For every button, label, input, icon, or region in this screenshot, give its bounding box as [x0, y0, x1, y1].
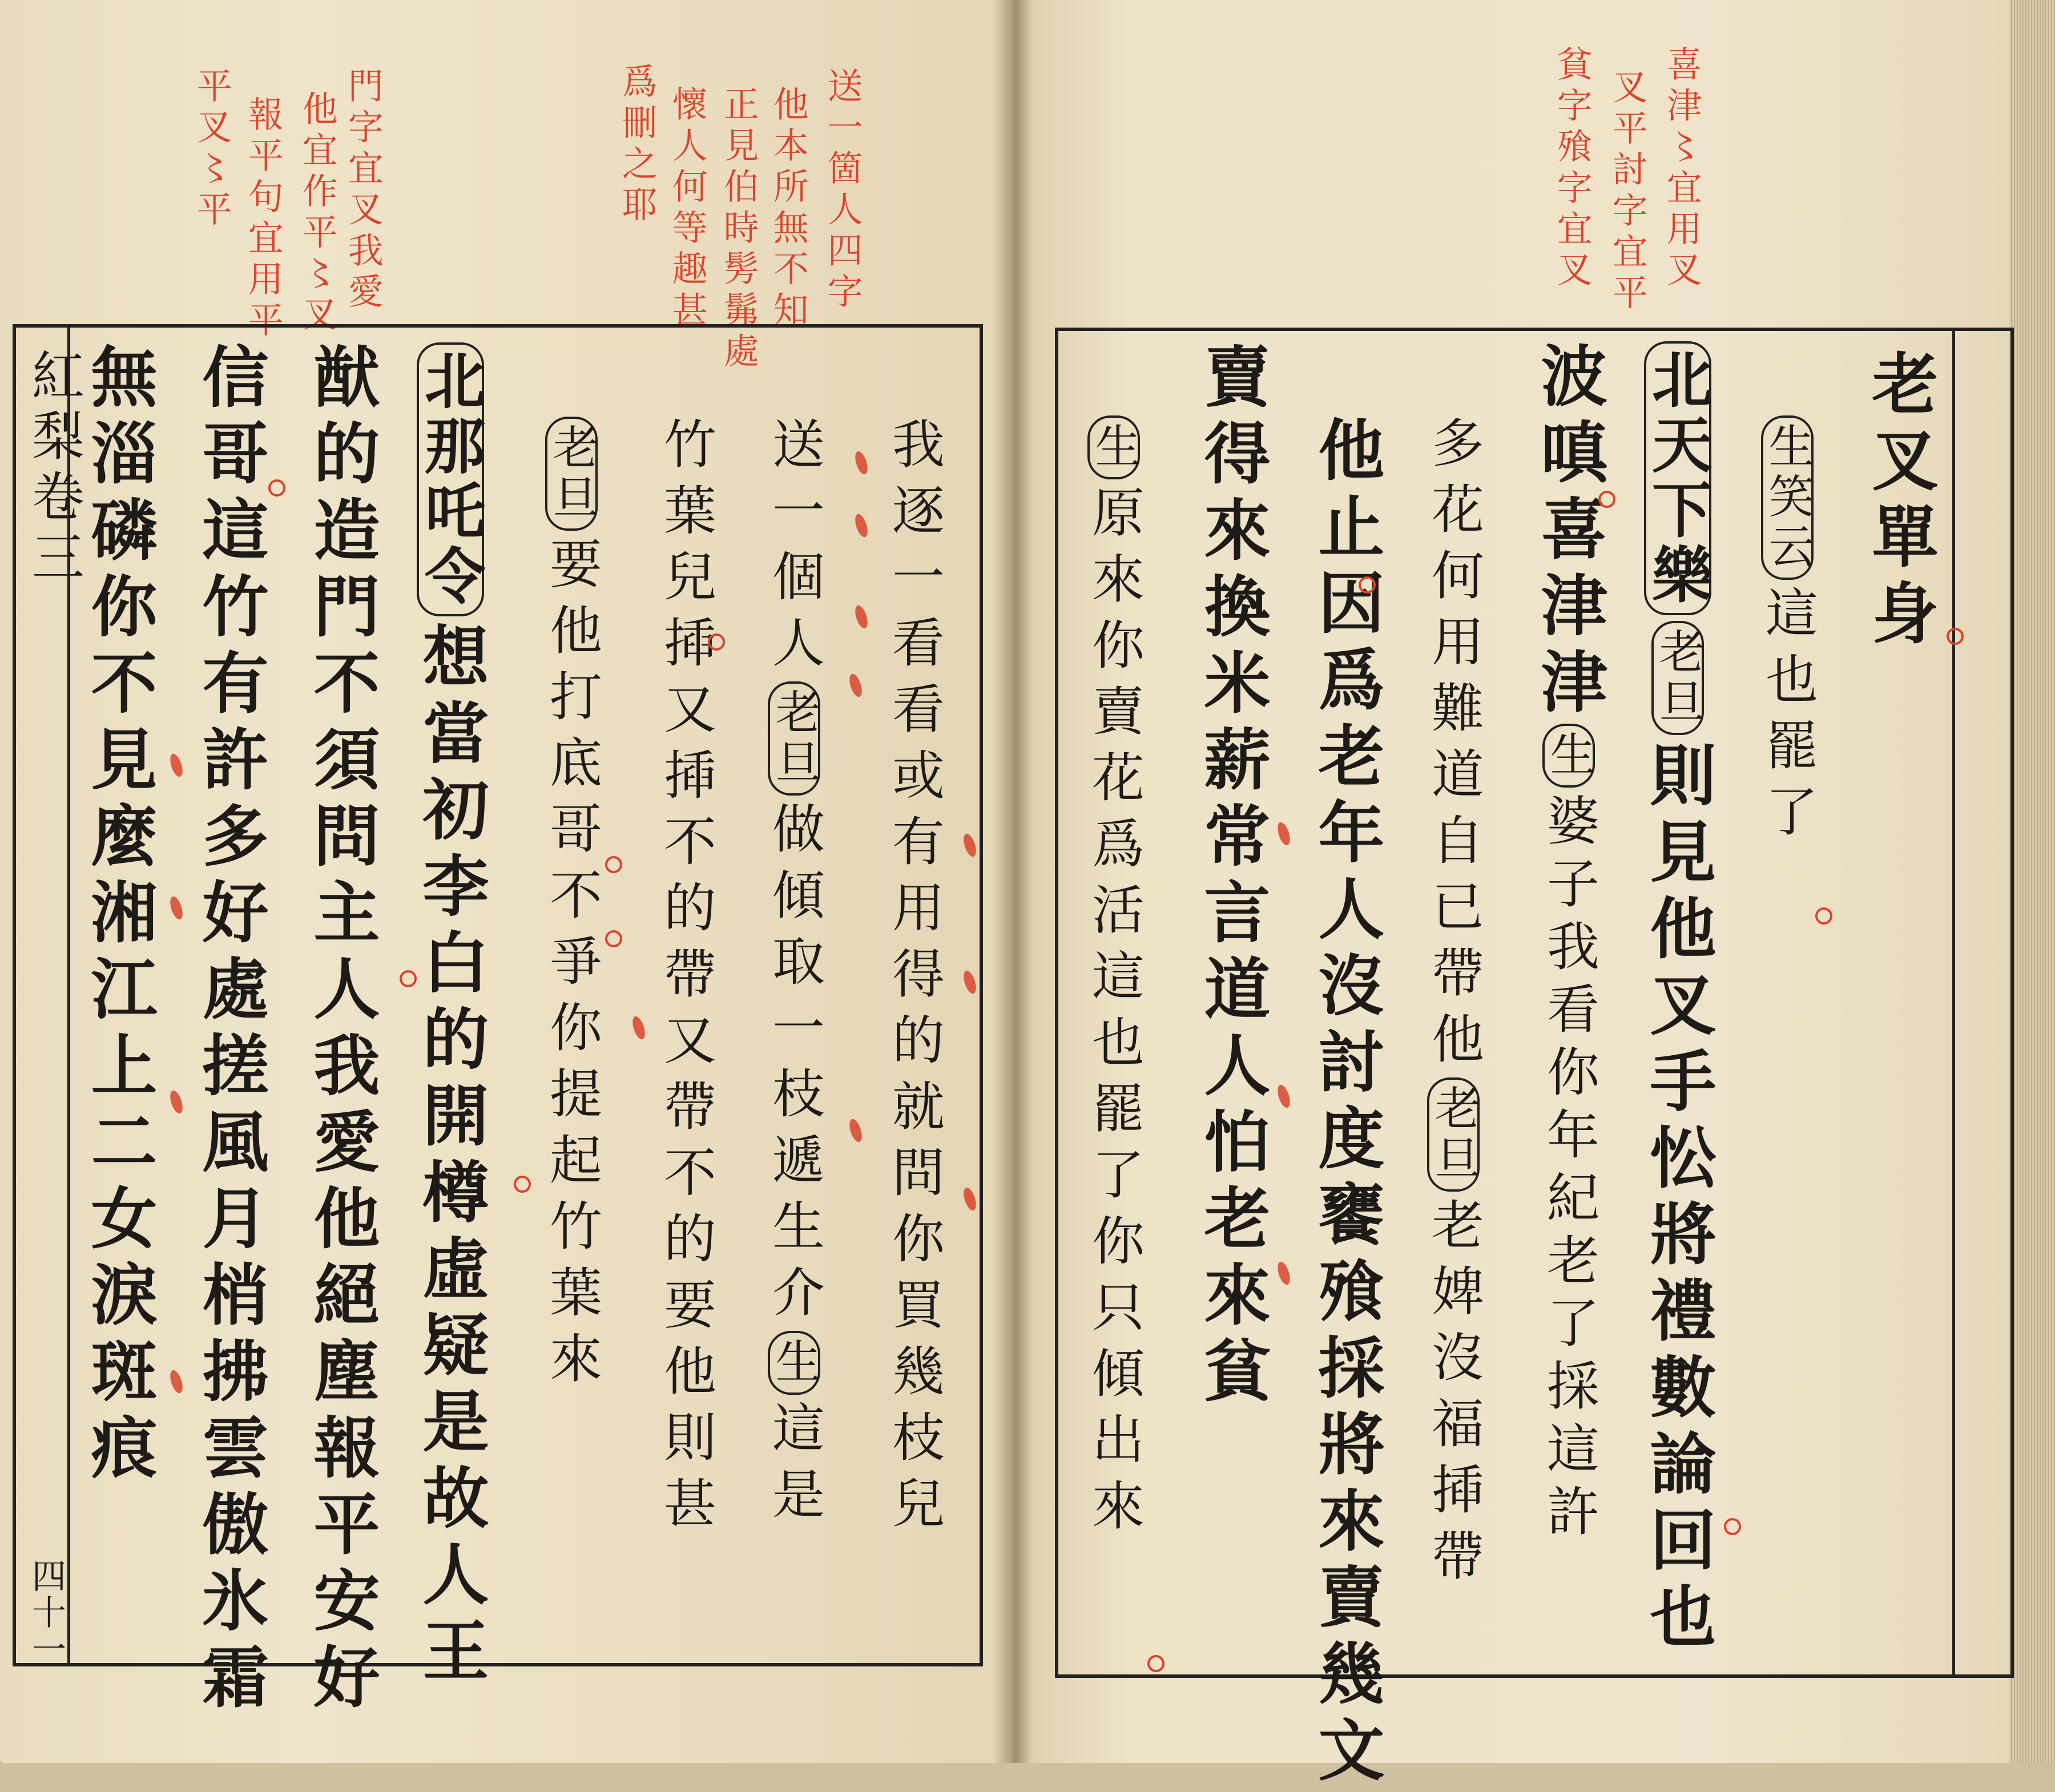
red-note: 爲刪之耶 — [616, 63, 658, 227]
line-text: 做傾取一枝遞生介 — [764, 801, 825, 1331]
left-text-frame — [13, 324, 983, 1666]
red-note: 叉平討字宜平 — [1606, 68, 1649, 315]
red-circle-mark — [1724, 1518, 1741, 1535]
text-column-7: 賣得來換米薪常言道人怕老來貧 — [1193, 342, 1271, 1413]
line-text: 這也罷了 — [1757, 586, 1818, 850]
red-note: 門字宜叉我愛 — [342, 67, 384, 314]
line-text: 要他打底哥不爭你提起竹葉來 — [541, 536, 602, 1397]
text-column-4 — [541, 417, 602, 1397]
line-text: 則見他叉手忪將禮數論回也 — [1639, 741, 1716, 1658]
role-marker: 生 — [1542, 724, 1595, 788]
red-circle-mark — [1598, 491, 1615, 508]
red-note: 報平句宜用平 — [242, 96, 284, 342]
role-marker: 老旦 — [545, 417, 598, 531]
red-note: 平叉〻平 — [191, 67, 233, 232]
line-text: 送一個人 — [764, 417, 825, 681]
text-column-5 — [1423, 415, 1484, 1595]
red-circle-mark — [1947, 628, 1964, 645]
red-note: 正見伯時髣髴處 — [718, 86, 760, 373]
text-column-2 — [1757, 415, 1818, 850]
role-marker: 生 — [1087, 415, 1140, 479]
red-note: 貧字飱字宜叉 — [1551, 46, 1593, 292]
text-column-8: 無淄磷你不見麼湘江上二女淚斑痕 — [80, 342, 158, 1490]
right-margin-rule — [1952, 328, 1955, 1674]
role-marker: 生 — [768, 1331, 820, 1395]
line-text: 老婢沒福揷帶 — [1423, 1197, 1484, 1595]
role-marker: 生笑云 — [1761, 415, 1814, 580]
line-text: 這是 — [764, 1400, 825, 1533]
line-text: 波嗔喜津津 — [1530, 341, 1607, 724]
folio-number: 四十一 — [26, 1558, 66, 1668]
red-circle-mark — [1147, 1655, 1164, 1672]
line-text: 多花何用難道自已帶他 — [1423, 415, 1484, 1077]
red-circle-mark — [605, 930, 622, 947]
role-marker: 老旦 — [1651, 621, 1704, 735]
red-circle-mark — [1815, 907, 1832, 925]
red-circle-mark — [400, 970, 417, 987]
line-text: 原來你賣花爲活這也罷了你只傾出來 — [1083, 485, 1145, 1544]
role-marker: 老旦 — [768, 681, 820, 796]
text-column-3 — [1639, 341, 1716, 1658]
text-column-6: 猷的造門不須問主人我愛他絕塵報平安好 — [303, 342, 380, 1719]
text-column-2 — [764, 417, 825, 1533]
text-column-4 — [1530, 341, 1607, 1547]
text-column-3: 竹葉兒揷又揷不的帶又帶不的要他則甚 — [655, 417, 716, 1542]
red-note: 他本所無不知 — [767, 86, 809, 332]
page-edges — [2009, 0, 2055, 1763]
red-circle-mark — [708, 633, 725, 651]
aria-title: 北天下樂 — [1644, 341, 1711, 615]
text-column-6: 他止因爲老年人沒討度饔飱採將來賣幾文 — [1307, 415, 1385, 1792]
red-note: 喜津〻宜用叉 — [1661, 46, 1703, 292]
red-note: 他宜作平〻叉 — [296, 90, 339, 337]
role-marker: 老旦 — [1427, 1077, 1480, 1192]
red-circle-mark — [268, 479, 285, 497]
volume-title: 紅梨卷三 — [23, 348, 84, 590]
red-circle-mark — [514, 1176, 531, 1193]
line-text: 婆子我看你年紀老了採這許 — [1538, 793, 1599, 1547]
red-note: 懷人何等趣甚 — [666, 86, 708, 332]
text-column-1: 老叉單身 — [1861, 349, 1939, 655]
text-column-7: 信哥這竹有許多好處搓風月梢拂雲傲氷霜 — [191, 342, 269, 1719]
line-text: 想當初李白的開樽虛疑是故人王 — [412, 622, 489, 1693]
text-column-5 — [412, 342, 489, 1693]
red-circle-mark — [605, 856, 622, 873]
aria-title: 北那吒令 — [417, 342, 484, 616]
text-column-1: 我逐一看看或有用得的就問你買幾枝兒 — [884, 417, 945, 1542]
book-gutter — [993, 0, 1033, 1763]
red-note: 送一箇人四字 — [821, 67, 864, 314]
text-column-8 — [1083, 415, 1145, 1544]
red-circle-mark — [1359, 576, 1376, 594]
